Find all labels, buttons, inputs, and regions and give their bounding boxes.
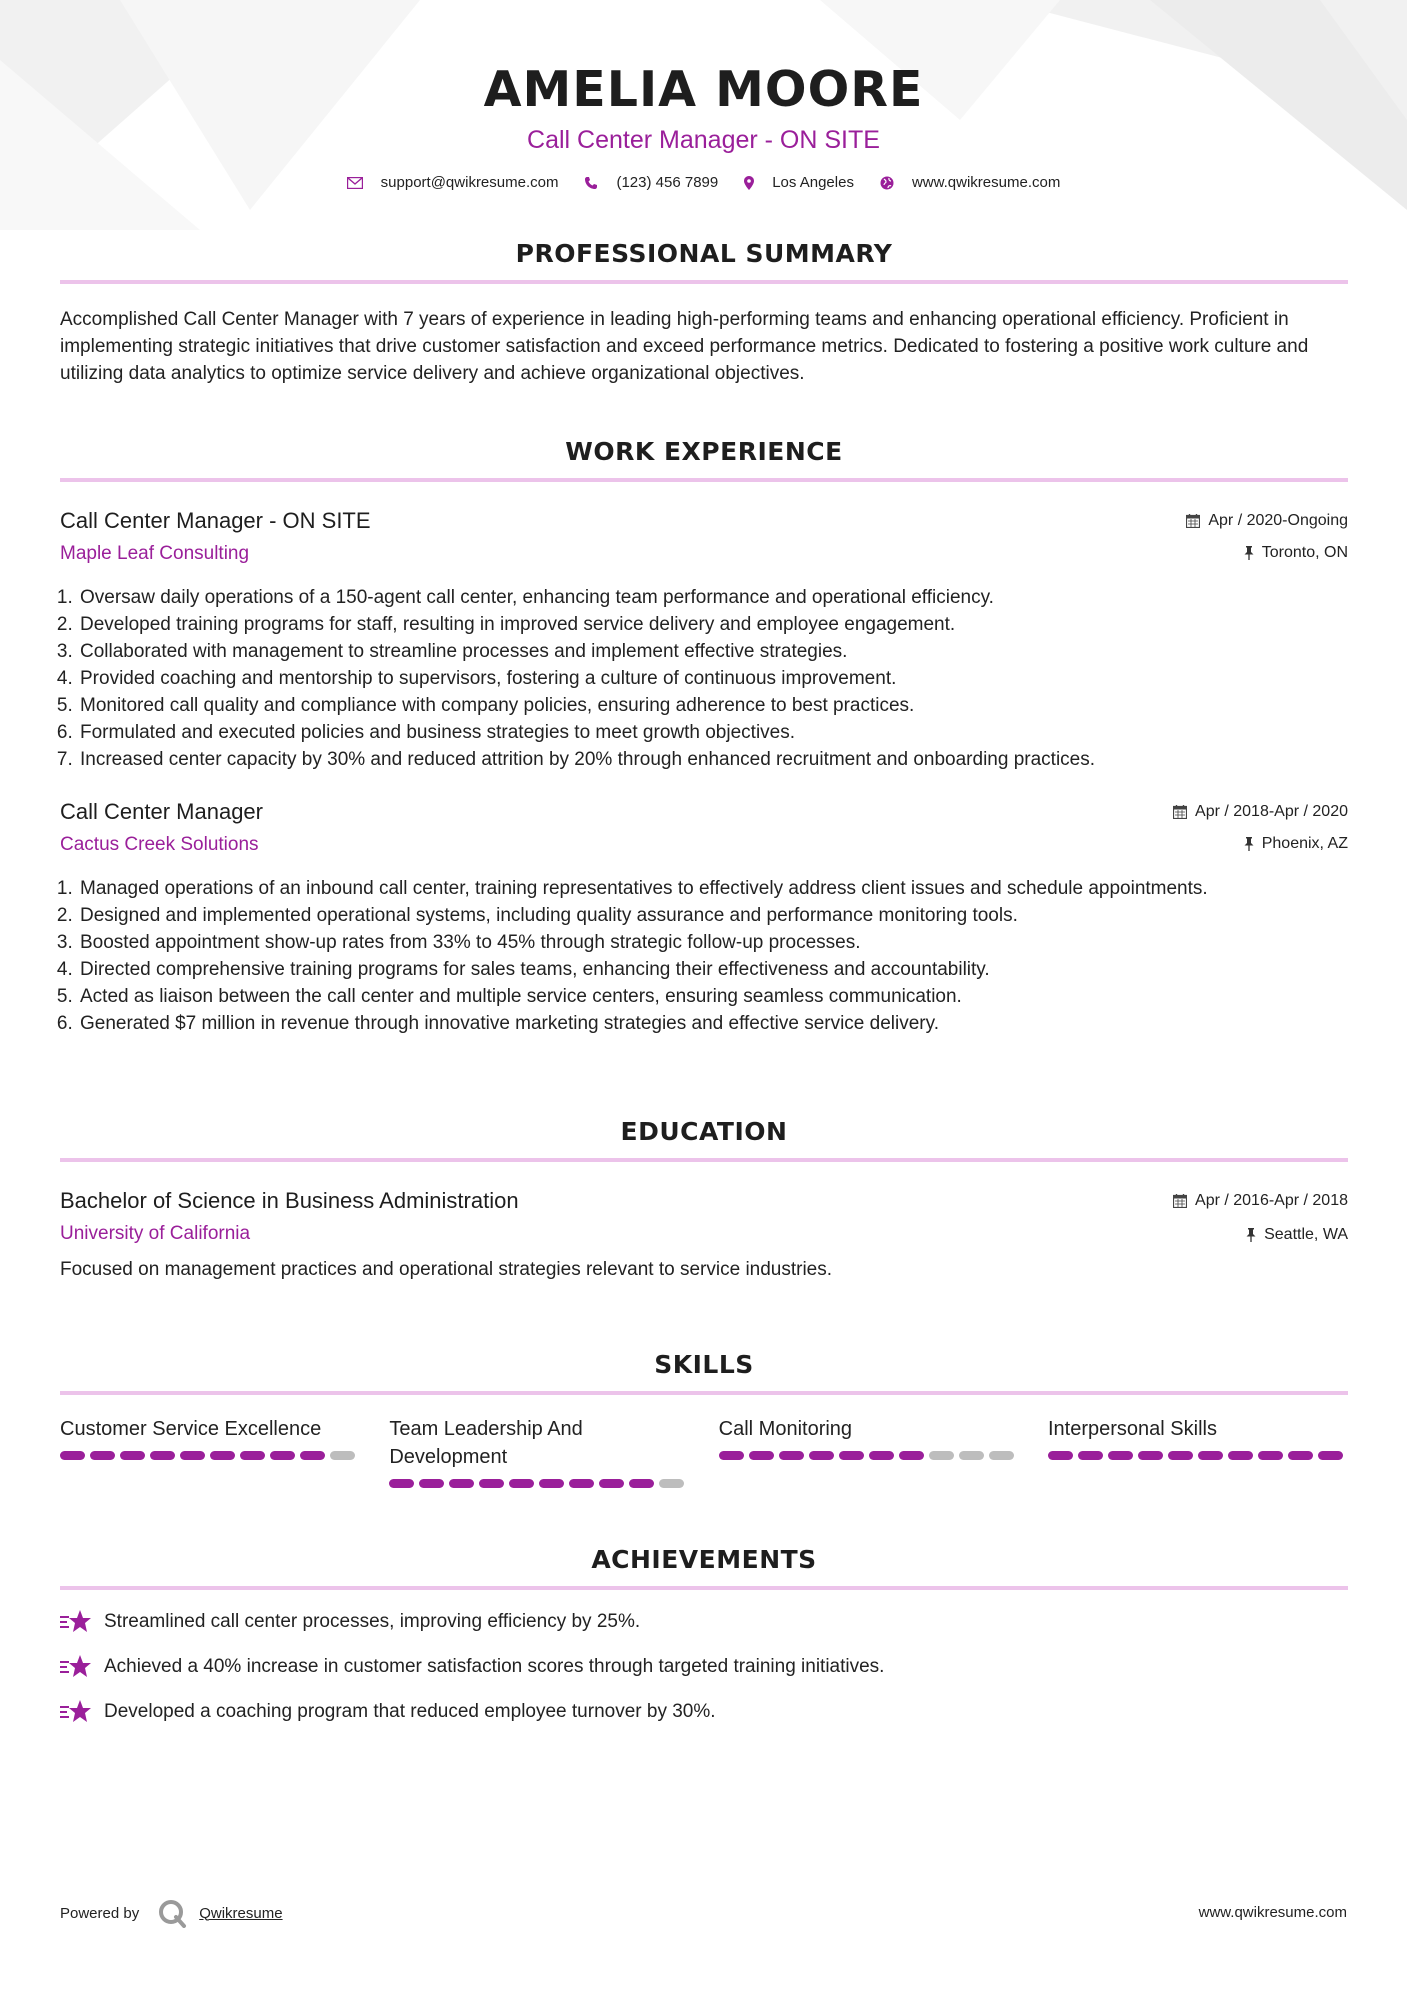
job-bullets	[60, 875, 1348, 1037]
summary-section	[60, 238, 1348, 387]
skill-segment-empty	[330, 1451, 355, 1460]
degree: Bachelor of Science in Business Administration	[60, 1188, 519, 1213]
list-item: 4. Directed comprehensive training programs for sales teams, enhancing their effectiveness and accountability.	[78, 956, 1348, 983]
skill-segment-filled	[60, 1451, 85, 1460]
skill-segment-filled	[1318, 1451, 1343, 1460]
skill-level-bar	[60, 1451, 360, 1460]
resume-header	[0, 58, 1407, 191]
skill-segment-filled	[1078, 1451, 1103, 1460]
list-item: 2. Developed training programs for staff, resulting in improved service delivery and employee engagement.	[78, 611, 1348, 638]
list-item: 6. Generated $7 million in revenue through innovative marketing strategies and effective service delivery.	[78, 1010, 1348, 1037]
skill-segment-filled	[749, 1451, 774, 1460]
skill-segment-filled	[719, 1451, 744, 1460]
list-item: 2. Designed and implemented operational systems, including quality assurance and performance monitoring tools.	[78, 902, 1348, 929]
section-divider	[60, 1391, 1348, 1395]
job-location	[1244, 544, 1348, 562]
job-entry	[60, 799, 1348, 1037]
contact-phone	[584, 174, 718, 191]
skill-segment-filled	[1048, 1451, 1073, 1460]
contact-location	[744, 174, 854, 191]
calendar-icon	[1186, 514, 1200, 528]
skill-name: Team Leadership And Development	[389, 1418, 583, 1468]
website-text[interactable]: www.qwikresume.com	[911, 174, 1061, 191]
job-entry	[60, 508, 1348, 773]
skill-segment-filled	[419, 1479, 444, 1488]
skill-segment-filled	[1138, 1451, 1163, 1460]
job-location	[1244, 835, 1348, 853]
list-item: 6. Formulated and executed policies and business strategies to meet growth objectives.	[78, 719, 1348, 746]
phone-icon	[584, 176, 598, 190]
star-icon	[60, 1699, 92, 1725]
contact-website	[880, 174, 1060, 191]
candidate-name: AMELIA MOORE	[483, 61, 924, 118]
education-date-text: Apr / 2016-Apr / 2018	[1195, 1192, 1348, 1209]
list-item: 5. Monitored call quality and compliance with company policies, ensuring adherence to best practices.	[78, 692, 1348, 719]
envelope-icon	[347, 177, 363, 189]
skill-item	[60, 1415, 360, 1488]
skill-segment-filled	[1228, 1451, 1253, 1460]
skill-level-bar	[1048, 1451, 1348, 1460]
achievement-text: Developed a coaching program that reduced employee turnover by 30%.	[104, 1701, 716, 1722]
job-date-text: Apr / 2018-Apr / 2020	[1195, 803, 1348, 820]
education-section	[60, 1116, 1348, 1283]
skill-segment-empty	[659, 1479, 684, 1488]
experience-heading: WORK EXPERIENCE	[565, 437, 843, 466]
qwikresume-logo-icon	[157, 1898, 187, 1928]
job-role: Call Center Manager	[60, 799, 263, 824]
achievement-item	[60, 1608, 1348, 1635]
skill-segment-filled	[150, 1451, 175, 1460]
skill-segment-filled	[629, 1479, 654, 1488]
list-item: 4. Provided coaching and mentorship to supervisors, fostering a culture of continuous improvement.	[78, 665, 1348, 692]
section-divider	[60, 1586, 1348, 1590]
job-date-text: Apr / 2020-Ongoing	[1208, 512, 1348, 529]
skill-name: Customer Service Excellence	[60, 1418, 322, 1440]
section-divider	[60, 478, 1348, 482]
summary-heading: PROFESSIONAL SUMMARY	[515, 239, 893, 268]
education-header	[60, 1188, 1348, 1254]
job-location-text: Phoenix, AZ	[1261, 835, 1348, 852]
job-date	[1173, 803, 1348, 821]
section-divider	[60, 280, 1348, 284]
skill-level-bar	[389, 1479, 689, 1488]
skill-segment-filled	[1168, 1451, 1193, 1460]
skill-segment-filled	[509, 1479, 534, 1488]
skills-list	[60, 1415, 1348, 1488]
achievements-list	[60, 1608, 1348, 1725]
skill-item	[719, 1415, 1019, 1488]
skill-segment-filled	[569, 1479, 594, 1488]
summary-text: Accomplished Call Center Manager with 7 years of experience in leading high-performing teams and enhancing operational efficiency. Proficient in implementing strategic initiatives that drive customer satisfaction and exceed performance metrics. Dedicated to fostering a positive work culture and utilizing data analytics to optimize service delivery and achieve organizational objectives.	[60, 309, 1309, 384]
skill-item	[389, 1415, 689, 1488]
education-heading: EDUCATION	[620, 1117, 788, 1146]
skill-segment-filled	[1198, 1451, 1223, 1460]
skill-segment-filled	[210, 1451, 235, 1460]
achievements-section	[60, 1544, 1348, 1725]
skill-segment-filled	[599, 1479, 624, 1488]
skill-name: Call Monitoring	[718, 1418, 853, 1440]
phone-text: (123) 456 7899	[616, 174, 719, 191]
skill-segment-filled	[240, 1451, 265, 1460]
star-icon	[60, 1654, 92, 1680]
skills-section	[60, 1349, 1348, 1488]
skill-level-bar	[719, 1451, 1019, 1460]
candidate-title: Call Center Manager - ON SITE	[527, 126, 880, 154]
job-header	[60, 799, 1348, 865]
achievement-text: Streamlined call center processes, improving efficiency by 25%.	[104, 1611, 641, 1632]
achievement-text: Achieved a 40% increase in customer satisfaction scores through targeted training initiatives.	[104, 1656, 885, 1677]
footer-website[interactable]: www.qwikresume.com	[1198, 1904, 1347, 1921]
contact-info	[0, 174, 1407, 191]
education-description: Focused on management practices and operational strategies relevant to service industries.	[60, 1259, 833, 1280]
list-item: 3. Collaborated with management to streamline processes and implement effective strategies.	[78, 638, 1348, 665]
skill-segment-empty	[989, 1451, 1014, 1460]
experience-section	[60, 436, 1348, 1037]
school: University of California	[60, 1223, 251, 1244]
footer-brand-link[interactable]: Qwikresume	[199, 1904, 283, 1922]
skill-segment-filled	[300, 1451, 325, 1460]
job-header	[60, 508, 1348, 574]
job-company: Cactus Creek Solutions	[60, 834, 259, 855]
skill-segment-filled	[389, 1479, 414, 1488]
skill-segment-filled	[1258, 1451, 1283, 1460]
job-date	[1186, 512, 1348, 530]
pushpin-icon	[1246, 1228, 1256, 1242]
list-item: 5. Acted as liaison between the call center and multiple service centers, ensuring seamless communication.	[78, 983, 1348, 1010]
email-text[interactable]: support@qwikresume.com	[380, 174, 559, 191]
skill-segment-filled	[869, 1451, 894, 1460]
achievement-item	[60, 1698, 1348, 1725]
map-pin-icon	[744, 176, 754, 190]
star-icon	[60, 1609, 92, 1635]
job-location-text: Toronto, ON	[1261, 544, 1348, 561]
job-bullets	[60, 584, 1348, 773]
skill-segment-filled	[120, 1451, 145, 1460]
globe-icon	[880, 176, 894, 190]
calendar-icon	[1173, 1194, 1187, 1208]
list-item: 7. Increased center capacity by 30% and reduced attrition by 20% through enhanced recruitment and onboarding practices.	[78, 746, 1348, 773]
achievements-heading: ACHIEVEMENTS	[591, 1545, 817, 1574]
education-date	[1173, 1192, 1348, 1210]
job-company: Maple Leaf Consulting	[60, 543, 250, 564]
skill-segment-filled	[1108, 1451, 1133, 1460]
skill-segment-filled	[809, 1451, 834, 1460]
pushpin-icon	[1244, 546, 1254, 560]
list-item: 3. Boosted appointment show-up rates from 33% to 45% through strategic follow-up processes.	[78, 929, 1348, 956]
education-location	[1246, 1226, 1348, 1244]
contact-email	[347, 174, 559, 191]
location-text: Los Angeles	[772, 174, 854, 191]
job-role: Call Center Manager - ON SITE	[60, 508, 371, 533]
pushpin-icon	[1244, 837, 1254, 851]
skill-item	[1048, 1415, 1348, 1488]
skill-segment-empty	[929, 1451, 954, 1460]
education-location-text: Seattle, WA	[1264, 1226, 1348, 1243]
section-divider	[60, 1158, 1348, 1162]
list-item: 1. Managed operations of an inbound call center, training representatives to effectively address client issues and schedule appointments.	[78, 875, 1348, 902]
skill-segment-filled	[449, 1479, 474, 1488]
calendar-icon	[1173, 805, 1187, 819]
education-entry	[60, 1188, 1348, 1283]
skill-segment-filled	[539, 1479, 564, 1488]
skill-segment-filled	[779, 1451, 804, 1460]
skill-name: Interpersonal Skills	[1047, 1418, 1217, 1440]
list-item: 1. Oversaw daily operations of a 150-agent call center, enhancing team performance and operational efficiency.	[78, 584, 1348, 611]
skill-segment-filled	[1288, 1451, 1313, 1460]
skill-segment-filled	[270, 1451, 295, 1460]
skill-segment-filled	[479, 1479, 504, 1488]
skill-segment-filled	[180, 1451, 205, 1460]
skills-heading: SKILLS	[654, 1350, 754, 1379]
footer-powered-by	[60, 1898, 283, 1928]
skill-segment-filled	[899, 1451, 924, 1460]
skill-segment-filled	[839, 1451, 864, 1460]
achievement-item	[60, 1653, 1348, 1680]
skill-segment-filled	[90, 1451, 115, 1460]
powered-by-label: Powered by	[60, 1904, 140, 1922]
skill-segment-empty	[959, 1451, 984, 1460]
